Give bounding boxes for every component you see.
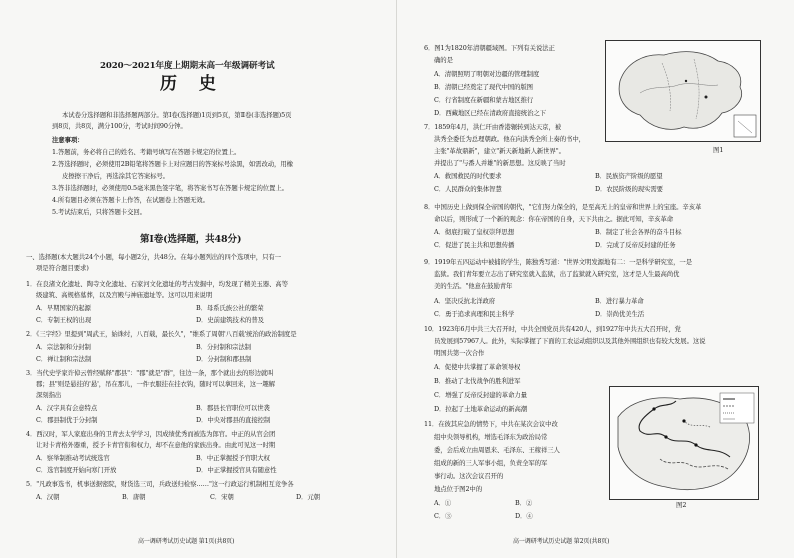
- exam-title: 2020～2021年度上期期末高一年级调研考试: [100, 61, 275, 71]
- question-11: 11．在彼其应急的情势下，中共在某次会议中改: [424, 420, 558, 428]
- question-7: 7．1859年4月，洪仁玕由香港辗转到达天京，被: [424, 123, 562, 131]
- q2-option-b: B．分封制和宗法制: [196, 343, 251, 351]
- q10-option-a: A．促使中共掌握了革命领导权: [434, 363, 521, 371]
- q4-option-b: B．中正掌握授予官职大权: [196, 454, 270, 462]
- question-11-cont: 组成的新的三人军事小组，负责全军的军: [434, 459, 548, 467]
- right-page: [397, 0, 794, 558]
- q3-option-d: D．中央对郡县的直接控制: [196, 416, 271, 424]
- notice-item: 1.答题前，务必将自己的姓名、考籍号填写在答题卡规定的位置上。: [52, 148, 241, 156]
- part-heading: 一、选择题(本大题共24个小题，每小题2分，共48分。在每小题列出的四个选项中，只有一: [26, 253, 281, 261]
- q6-option-b: B．清朝已经奠定了现代中国的版图: [434, 83, 533, 91]
- intro-line-1: 本试卷分选择题和非选择题两部分。第Ⅰ卷(选择题)1页到5页，第Ⅱ卷(非选择题)5页: [62, 111, 292, 119]
- figure-1-caption: 图1: [713, 146, 724, 154]
- question-9-cont: 美的生活。"他意在鼓励青年: [434, 282, 513, 290]
- q11-option-d: D．④: [515, 512, 533, 520]
- question-10: 10．1923年6月中共三大召开时，中共全国党员共有420人，到1927年中共五大召开时，党: [424, 325, 681, 333]
- long-march-route-map: [609, 386, 759, 500]
- q1-option-d: D．史前建筑技术的普及: [196, 316, 264, 324]
- q5-option-c: C．宋朝: [210, 493, 234, 501]
- q9-option-a: A．坚决反抗北洋政府: [434, 297, 496, 305]
- question-4: 4．西汉时，军人家庭出身的卫青去太学学习，因成绩优秀而被选为郎官。中正的从官会团: [26, 430, 276, 438]
- notice-item: 皮擦擦干净后，再选涂其它答案标号。: [62, 172, 169, 180]
- q10-option-d: D．拉起了土地革命运动的新高潮: [434, 405, 528, 413]
- q6-option-c: C．行省制度在新疆和蒙古地区推行: [434, 96, 534, 104]
- q6-option-d: D．西藏地区已经在清政府直接统治之下: [434, 109, 546, 117]
- q8-option-a: A．彻底打破了皇权崇拜思想: [434, 228, 515, 236]
- page-footer: 高一调研考试历史试题 第1页(共8页): [138, 538, 235, 545]
- question-7-cont: 洪秀全委任为总理朝政。他在向洪秀全所上奏的书中，: [434, 135, 585, 143]
- q10-option-c: C．增强了反帝反封建的革命力量: [434, 391, 527, 399]
- question-4-cont: 让对卡青格外器重，授予卡青官衔和权力，却不在意他的家族出身。由此可见这一时期: [36, 441, 276, 449]
- question-8-cont: 命以后，则形成了一个新的观念：你在帝国的自身，天下共由之。据此可知，辛亥革命: [434, 215, 674, 223]
- question-3-cont: 深刻指出: [36, 391, 62, 399]
- notice-item: 3.答非选择题时，必须使用0.5毫米黑色签字笔，将答案书写在答题卡规定的位置上。: [52, 184, 288, 192]
- question-1: 1．在良渚文化遗址、陶寺文化遗址、石家河文化遗址的考古发掘中，均发现了精美玉器、高等: [26, 280, 288, 288]
- q3-option-b: B．郡县长官职位可以世袭: [196, 404, 270, 412]
- notice-title: 注意事项：: [52, 136, 84, 144]
- question-10-cont: 明国共第一次合作: [434, 349, 485, 357]
- q7-option-d: D．农民阶级的现实需要: [595, 185, 663, 193]
- subject-title: 历 史: [160, 74, 224, 94]
- q7-option-c: C．人民群众的集体智慧: [434, 185, 502, 193]
- question-11-cont: 地点位于图2中的: [434, 485, 483, 493]
- q1-option-a: A．早期国家的起源: [36, 304, 91, 312]
- q4-option-d: D．中正掌握授官具有随意性: [196, 466, 277, 474]
- q3-option-c: C．郡县制优于分封制: [36, 416, 98, 424]
- qing-territory-map: [605, 40, 761, 142]
- q2-option-d: D．分封制和郡县制: [196, 355, 252, 363]
- qing-territory-map-drawing: [606, 41, 760, 141]
- q5-option-d: D．元朝: [296, 493, 320, 501]
- notice-item: 5.考试结束后，只将答题卡交回。: [52, 208, 146, 216]
- question-8: 8．中国历史上做到保全帝国的朝代，"它们努力保全的，是至高无上的皇帝和世界上的宝座。辛亥革: [424, 203, 702, 211]
- q9-option-b: B．进行暴力革命: [595, 297, 644, 305]
- question-3: 3．当代史学家许倬云曾经赋释"郡县"："郡"就是"群"，往边一条，那个就出去的形边就叫: [26, 369, 274, 377]
- part-heading-cont: 项是符合题目要求): [36, 264, 89, 272]
- q7-option-b: B．民族资产阶级的愿望: [595, 172, 663, 180]
- notice-item: 4.所有题目必须在答题卡上作答，在试题卷上答题无效。: [52, 196, 209, 204]
- question-3-cont: 郡；县"则是悬挂的'悬'，吊在那儿，一件衣服挂在挂衣钩，随时可以拿回来，这一趣解: [36, 380, 275, 388]
- page-footer: 高一调研考试历史试题 第2页(共8页): [513, 538, 610, 545]
- question-11-cont: 组中央领导机构，增选毛泽东为政治局常: [434, 433, 548, 441]
- q8-option-c: C．促进了民主共和思想传播: [434, 241, 515, 249]
- q2-option-a: A．宗法制和分封制: [36, 343, 91, 351]
- q11-option-a: A．①: [434, 499, 452, 507]
- question-1-cont: 级建筑、高规格墓葬，以及宫殿与神庙遗址等。这可以用来说明: [36, 291, 213, 299]
- question-7-cont: 主张"革故鼎新"，建立"新天新地新人新世界"。: [434, 147, 565, 155]
- q2-option-c: C．禅让制和宗法制: [36, 355, 92, 363]
- question-11-cont: 事行动。这次会议召开的: [434, 472, 504, 480]
- q3-option-a: A．汉字具有会意特点: [36, 404, 98, 412]
- q1-option-c: C．专制王权的出现: [36, 316, 92, 324]
- q5-option-b: B．唐朝: [122, 493, 146, 501]
- q5-option-a: A．汉朝: [36, 493, 60, 501]
- question-11-cont: 委，会后成立由周恩来、毛泽东、王稼祥三人: [434, 446, 560, 454]
- intro-line-2: 到8页，共8页，满分100分，考试时间90分钟。: [52, 122, 187, 130]
- q11-option-c: C．③: [434, 512, 452, 520]
- q7-option-a: A．救国救民的时代要求: [434, 172, 502, 180]
- q4-option-c: C．选官制度开始向寒门开放: [36, 466, 117, 474]
- question-5: 5．"凡政事选书，机事送据密院，财货选三司，兵政送归检察……"这一行政运行机制相互竞争各: [26, 480, 294, 488]
- q4-option-a: A．察举制推动考试统选官: [36, 454, 110, 462]
- q8-option-d: D．完成了反帝反封建的任务: [595, 241, 676, 249]
- question-9: 9．1919年五四运动中被捕的学生，陈独秀写道："世界文明发源地有二：一是科学研究室，一是: [424, 258, 693, 266]
- q11-option-b: B．②: [515, 499, 533, 507]
- q1-option-b: B．母系氏族公社的繁荣: [196, 304, 264, 312]
- q9-option-c: C．勇于追求真理和民主科学: [434, 310, 515, 318]
- question-6-cont: 确的是: [434, 56, 453, 64]
- long-march-route-map-drawing: [610, 387, 758, 499]
- question-7-cont: 并提出了"与番人并雄"的新思想。这反映了当时: [434, 159, 566, 167]
- question-10-cont: 员发展到57967人。此外，实际掌握了下面的工农运动组织以及其他外围组织也有较大发展。这说: [434, 337, 706, 345]
- question-6: 6．图1为1820年清朝疆域图。下列有关说法正: [424, 44, 555, 52]
- question-9-cont: 监狱。我们青年要立志出了研究室就入监狱，出了监狱就入研究室，这才是人生最高尚优: [434, 270, 680, 278]
- q8-option-b: B．制定了社会各界的奋斗目标: [595, 228, 682, 236]
- q10-option-b: B．推动了北伐战争的胜利进军: [434, 377, 521, 385]
- q9-option-d: D．崇尚优美生活: [595, 310, 645, 318]
- section-heading: 第Ⅰ卷(选择题，共48分): [140, 234, 242, 245]
- notice-item: 2.答选择题时，必须使用2B铅笔将答题卡上对应题目的答案标号涂黑，如需改动，用橡: [52, 160, 293, 168]
- question-2: 2．《三字经》里提到"周武王，始诛纣，八百载，最长久"，"维系了周朝'八百载'统治的政治制度是: [26, 330, 297, 338]
- q6-option-a: A．清朝照明了明朝对边疆的管理制度: [434, 70, 540, 78]
- figure-2-caption: 图2: [676, 501, 687, 509]
